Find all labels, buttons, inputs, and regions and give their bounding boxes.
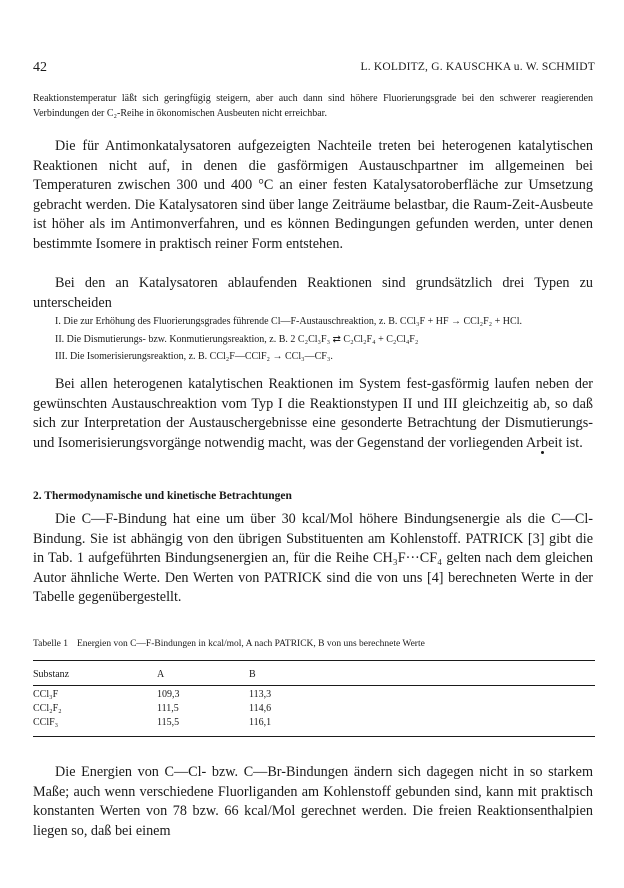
reaction-type-item: I. Die zur Erhöhung des Fluorierungsgrades führende Cl—F-Austauschreaktion, z. B. CCl₃F + HF → CCl₂F₂ + HCl. xyxy=(55,316,522,327)
column-header: A xyxy=(157,669,165,680)
table-cell: 109,3 xyxy=(157,689,180,700)
reaction-type-item: II. Die Dismutierungs- bzw. Konmutierungsreaktion, z. B. 2 C₂Cl₃F₃ ⇄ C₂Cl₂F₄ + C₂Cl₄F₂ xyxy=(55,333,419,345)
table-cell: 111,5 xyxy=(157,703,179,714)
table-cell: 113,3 xyxy=(249,689,272,700)
table-cell: CClF₃ xyxy=(33,717,59,728)
paragraph-bond-energies: Die C—F-Bindung hat eine um über 30 kcal/Mol höhere Bindungsenergie als die C—Cl-Bindung. Sie ist abhängig von den übrigen Substituenten am Kohlenstoff. PATRICK [3] gibt die in Tab. 1 aufgeführten Bindungsenergien an, für die Reihe CH₃F···CF₄ gelten nach dem gleichen Autor ähnliche Werte. Den Werten von PATRICK sind die von uns [4] berechneten Werte in der Tabelle gegenübergestellt. xyxy=(33,511,593,606)
reaction-types-list xyxy=(33,315,593,365)
intro-small-paragraph: Reaktionstemperatur läßt sich geringfügig steigern, aber auch dann sind höhere Fluorierungsgrade bei den schwerer reagierenden Verbindungen der C₂-Reihe in ökonomischen Ausbeuten nicht erreichbar. xyxy=(33,93,593,119)
page-speck xyxy=(541,451,544,454)
column-header: B xyxy=(249,669,256,680)
running-header xyxy=(33,60,595,80)
table-header-rule xyxy=(33,685,595,686)
table-caption-text: Energien von C—F-Bindungen in kcal/mol, A nach PATRICK, B von uns berechnete Werte xyxy=(76,639,425,649)
bond-energy-table xyxy=(33,660,595,744)
table-cell: CCl₂F₂ xyxy=(33,703,62,714)
table-caption xyxy=(33,639,593,649)
table-cell: 115,5 xyxy=(157,717,180,728)
paragraph-catalyst-advantages: Die für Antimonkatalysatoren aufgezeigten Nachteile treten bei heterogenen katalytischen Reaktionen nicht auf, in denen die gasförmigen Austauschpartner im allgemeinen bei Temperaturen zwischen 300 und 400 °C an einer festen Katalysatoroberfläche zur Umsetzung gebracht werden. Die Katalysatoren sind über lange Zeiträume belastbar, die Raum-Zeit-Ausbeute ist höher als im Antimonverfahren, und es können Bedingungen gefunden werden, unter denen bestimmte Isomere in praktisch reiner Form entstehen. xyxy=(33,138,593,252)
paragraph-heterogeneous-reactions: Bei allen heterogenen katalytischen Reaktionen im System fest-gasförmig laufen neben der gewünschten Austauschreaktion vom Typ I die Reaktionstypen II und III gleichzeitig ab, so daß sich zur Interpretation der Austauschergebnisse eine gesonderte Betrachtung der Dismutierungs- und Isomerisierungsvorgänge notwendig macht, was der Gegenstand der vorliegenden Arbeit ist. xyxy=(33,376,593,451)
paragraph-reaction-types-intro: Bei den an Katalysatoren ablaufenden Reaktionen sind grundsätzlich drei Typen zu unterscheiden xyxy=(33,275,593,311)
table-bottom-rule xyxy=(33,736,595,737)
table-cell: CCl₃F xyxy=(33,689,59,700)
running-authors: L. KOLDITZ, G. KAUSCHKA u. W. SCHMIDT xyxy=(360,61,595,73)
column-header: Substanz xyxy=(33,669,70,680)
table-label: Tabelle 1 xyxy=(33,639,68,649)
page-number: 42 xyxy=(33,60,47,75)
table-cell: 114,6 xyxy=(249,703,272,714)
table-cell: 116,1 xyxy=(249,717,272,728)
table-top-rule xyxy=(33,660,595,661)
section-heading: 2. Thermodynamische und kinetische Betrachtungen xyxy=(33,490,292,502)
paragraph-cl-br-energies: Die Energien von C—Cl- bzw. C—Br-Bindungen ändern sich dagegen nicht in so starkem Maße; auch wenn verschiedene Fluorliganden am Kohlenstoff gebunden sind, kann mit praktisch konstanten Werten von 78 bzw. 66 kcal/Mol gerechnet werden. Die freien Reaktionsenthalpien liegen so, daß bei einem xyxy=(33,764,593,839)
reaction-type-item: III. Die Isomerisierungsreaktion, z. B. CCl₂F—CClF₂ → CCl₃—CF₃. xyxy=(55,351,333,362)
